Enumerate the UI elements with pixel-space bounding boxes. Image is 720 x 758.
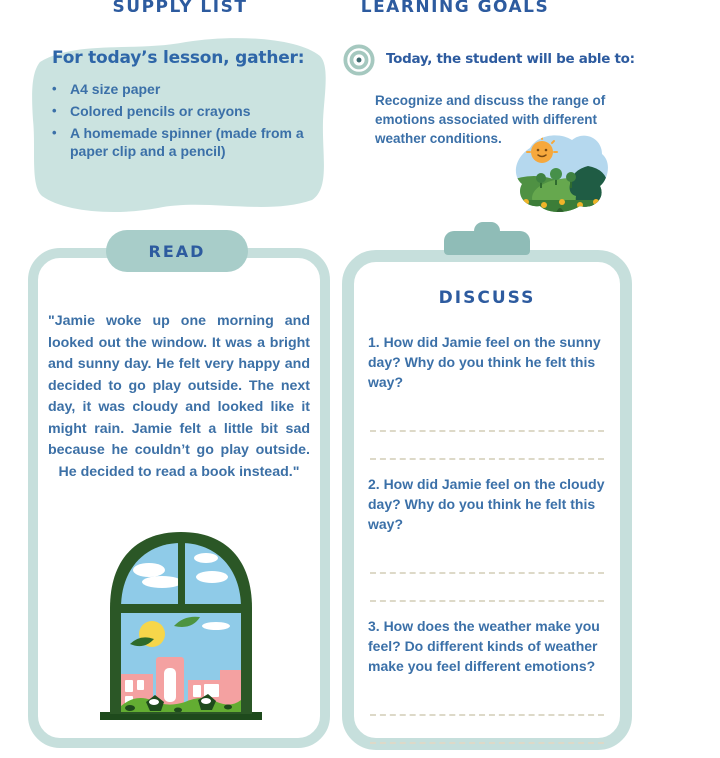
goals-heading: Today, the student will be able to: [386, 51, 635, 67]
clipboard-clip-icon [444, 231, 530, 255]
supply-heading: For today’s lesson, gather: [52, 48, 305, 68]
discuss-title: DISCUSS [438, 288, 536, 308]
answer-line [370, 688, 604, 716]
read-tab: READ [106, 230, 248, 272]
answer-lines [370, 546, 604, 602]
answer-line [370, 404, 604, 432]
story-text: "Jamie woke up one morning and looked out the window. It was a bright and sunny day. He felt very happy and decided to go play outside. The next day, it was cloudy and looked like it might rain. Jamie felt a little bit sad because he couldn’t go play outside. He decided to read a book instead." [48, 313, 310, 480]
learning-goals-title: LEARNING GOALS [360, 0, 550, 17]
supply-item-label: A homemade spinner (made from a paper clip and a pencil) [70, 125, 304, 159]
discuss-question-2: 2. How did Jamie feel on the cloudy day? Why do you think he felt this way? [368, 476, 605, 532]
supply-panel [26, 26, 332, 164]
arched-window-illustration [94, 522, 268, 720]
bullet-icon: • [52, 125, 57, 140]
supply-item [52, 102, 310, 120]
bullet-icon: • [52, 81, 57, 96]
answer-line [370, 574, 604, 602]
answer-lines [370, 404, 604, 460]
discuss-content [356, 262, 618, 758]
goals-body: Recognize and discuss the range of emotions associated with different weather conditions. [375, 93, 606, 146]
supply-item-label: A4 size paper [70, 81, 161, 97]
sunny-meadow-illustration [510, 128, 610, 213]
answer-line [370, 546, 604, 574]
supply-item [52, 80, 310, 98]
answer-line [370, 432, 604, 460]
supply-item-label: Colored pencils or crayons [70, 103, 251, 119]
bullseye-target-icon [343, 44, 375, 76]
bullet-icon: • [52, 103, 57, 118]
supply-list-title: SUPPLY LIST [112, 0, 248, 17]
discuss-question-3: 3. How does the weather make you feel? Do different kinds of weather make you feel different emotions? [368, 618, 600, 674]
answer-line [370, 716, 604, 744]
answer-lines [370, 688, 604, 744]
discuss-question-1: 1. How did Jamie feel on the sunny day? Why do you think he felt this way? [368, 334, 601, 390]
supply-item [52, 124, 310, 160]
